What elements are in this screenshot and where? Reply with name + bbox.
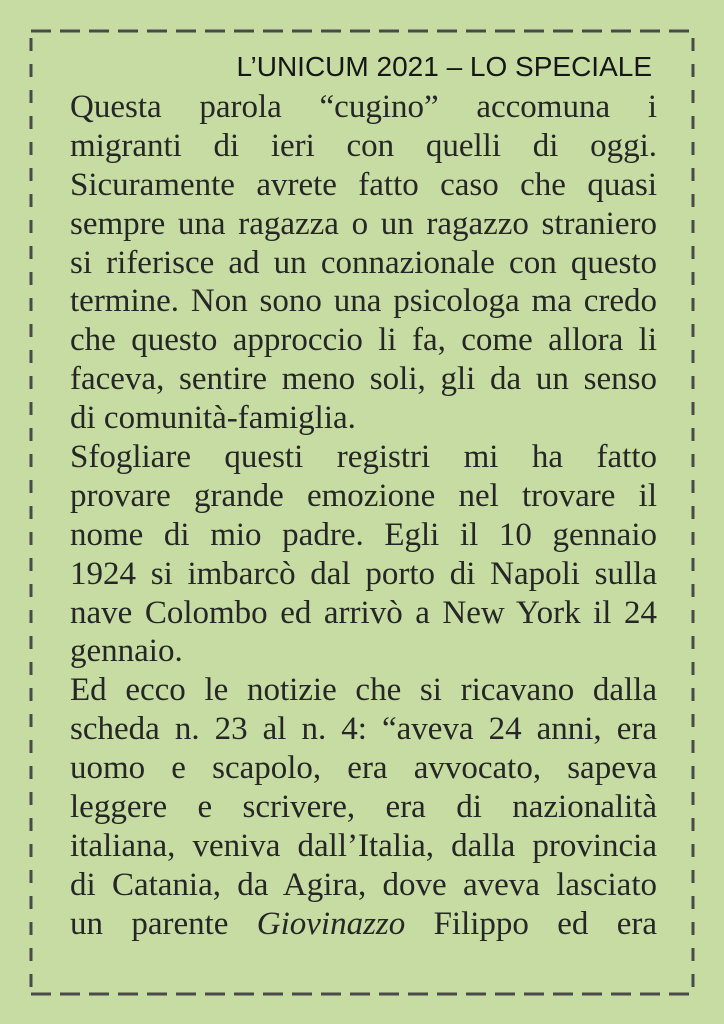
text-segment: Filippo ed era <box>433 905 658 942</box>
paragraph <box>70 671 657 943</box>
paragraph <box>70 438 657 671</box>
text-line: di comunità-famiglia. <box>70 400 356 437</box>
section-header: L’UNICUM 2021 – LO SPECIALE <box>236 51 652 82</box>
text-line: scheda n. 23 al n. 4: “aveva 24 anni, era <box>70 711 657 748</box>
text-line <box>70 905 657 944</box>
text-line: gennaio. <box>70 633 183 670</box>
text-line: uomo e scapolo, era avvocato, sapeva <box>70 750 657 787</box>
text-line: nome di mio padre. Egli il 10 gennaio <box>70 516 657 553</box>
text-line: Questa parola “cugino” accomuna i <box>70 89 657 125</box>
text-line: leggere e scrivere, era di nazionalità <box>70 789 657 826</box>
text-line: si riferisce ad un connazionale con questo <box>70 244 657 281</box>
text-line: migranti di ieri con quelli di oggi. <box>70 127 657 164</box>
text-line: Sicuramente avrete fatto caso che quasi <box>70 166 657 203</box>
text-line: italiana, veniva dall’Italia, dalla provincia <box>70 827 657 864</box>
text-line: termine. Non sono una psicologa ma credo <box>70 283 657 320</box>
text-segment: un parente <box>70 905 229 942</box>
italic-name: Giovinazzo <box>256 905 406 942</box>
text-line: che questo approccio li fa, come allora li <box>70 322 657 359</box>
text-line: di Catania, da Agira, dove aveva lasciato <box>70 866 657 903</box>
text-line: sempre una ragazza o un ragazzo straniero <box>70 205 657 242</box>
text-line: Ed ecco le notizie che si ricavano dalla <box>70 672 657 709</box>
article-body <box>70 88 657 944</box>
paragraph <box>70 88 657 438</box>
text-line: faceva, sentire meno soli, gli da un senso <box>70 361 657 398</box>
text-line: nave Colombo ed arrivò a New York il 24 <box>70 594 657 631</box>
text-line: provare grande emozione nel trovare il <box>70 477 657 514</box>
text-line: 1924 si imbarcò dal porto di Napoli sulla <box>70 555 657 592</box>
text-line: Sfogliare questi registri mi ha fatto <box>70 439 657 476</box>
